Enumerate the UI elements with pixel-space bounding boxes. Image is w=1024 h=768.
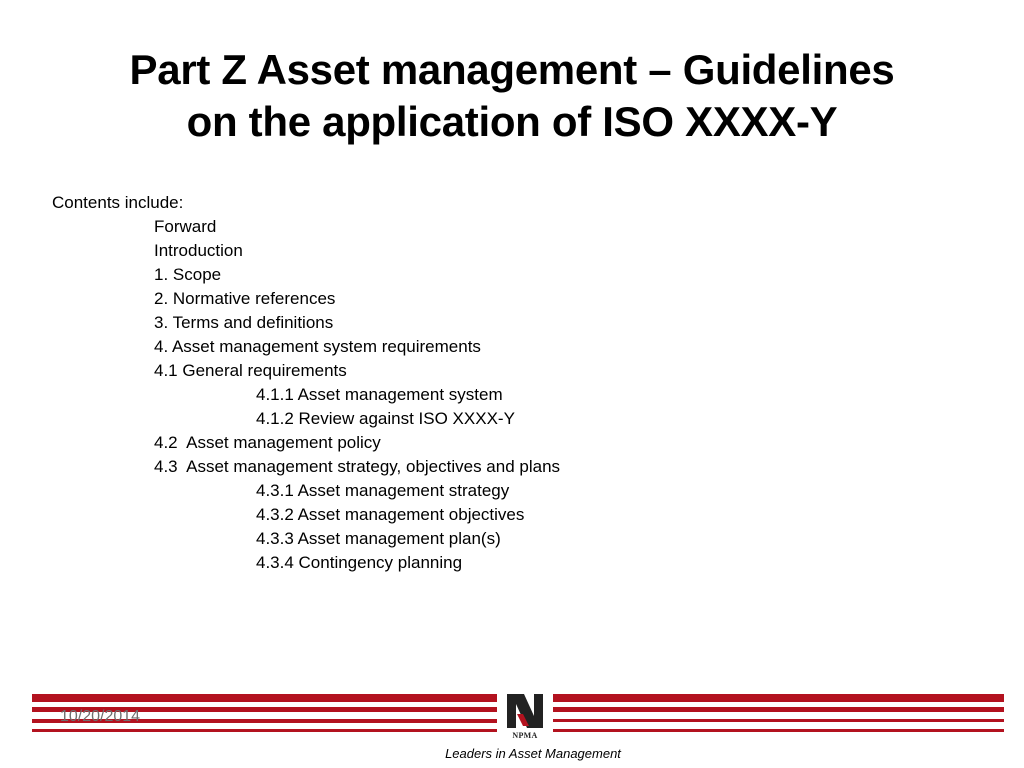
toc-item-forward: Forward [154,217,217,236]
toc-subitem-objectives: 4.3.2 Asset management objectives [256,505,525,524]
toc-item-strategy-objectives-plans: 4.3 Asset management strategy, objectives and plans [154,457,561,476]
footer-stripe-divider [553,694,1004,702]
footer-stripe-divider [32,694,497,702]
contents-heading: Contents include: [52,193,184,212]
slide-date: 10/20/2014 [60,708,141,725]
npma-logo-icon [503,690,547,732]
toc-item-scope: 1. Scope [154,265,222,284]
toc-item-general-requirements: 4.1 General requirements [154,361,347,380]
slide-title [0,44,1024,148]
contents-list [52,191,560,575]
npma-logo [503,690,547,740]
toc-subitem-review-against-iso: 4.1.2 Review against ISO XXXX-Y [256,409,515,428]
toc-item-introduction: Introduction [154,241,243,260]
toc-item-terms-definitions: 3. Terms and definitions [154,313,334,332]
footer-stripe-divider [553,719,1004,722]
toc-item-asset-management-policy: 4.2 Asset management policy [154,433,381,452]
toc-item-normative-references: 2. Normative references [154,289,336,308]
npma-logo-text: NPMA [512,731,538,740]
toc-subitem-asset-management-system: 4.1.1 Asset management system [256,385,503,404]
slide-title-line-1: Part Z Asset management – Guidelines [129,46,895,93]
toc-subitem-contingency-planning: 4.3.4 Contingency planning [256,553,463,572]
toc-item-system-requirements: 4. Asset management system requirements [154,337,481,356]
footer-stripe-divider [32,729,497,732]
toc-subitem-strategy: 4.3.1 Asset management strategy [256,481,510,500]
footer-stripe-divider [553,707,1004,712]
footer-stripe-divider [553,729,1004,732]
slide-title-line-2: on the application of ISO XXXX-Y [186,98,838,145]
toc-subitem-plans: 4.3.3 Asset management plan(s) [256,529,501,548]
footer-tagline: Leaders in Asset Management [445,746,621,761]
